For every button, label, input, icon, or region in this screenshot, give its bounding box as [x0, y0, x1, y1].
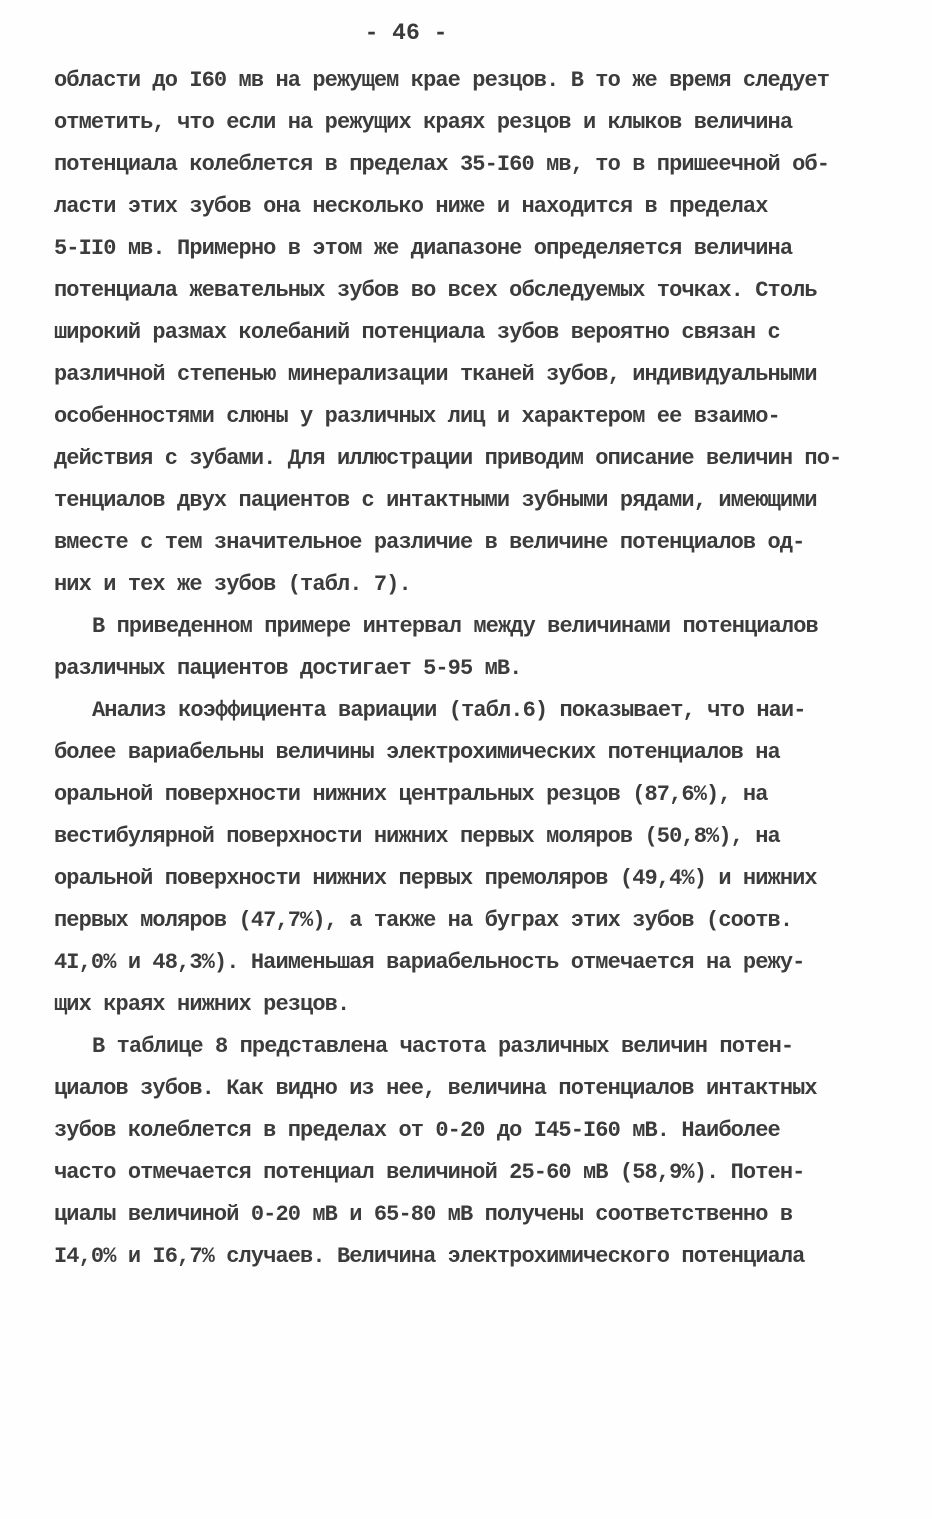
text-line: оральной поверхности нижних центральных резцов (87,6%), на — [54, 782, 768, 807]
text-line: зубов колеблется в пределах от 0-20 до I45-I60 мВ. Наиболее — [54, 1118, 780, 1143]
paragraph-start-line: В приведенном примере интервал между величинами потенциалов — [92, 614, 818, 639]
text-line: широкий размах колебаний потенциала зубов вероятно связан с — [54, 320, 780, 345]
text-line: них и тех же зубов (табл. 7). — [54, 572, 411, 597]
text-line: различных пациентов достигает 5-95 мВ. — [54, 656, 522, 681]
text-line: различной степенью минерализации тканей зубов, индивидуальными — [54, 362, 817, 387]
text-line: первых моляров (47,7%), а также на буграх этих зубов (соотв. — [54, 908, 793, 933]
text-line: щих краях нижних резцов. — [54, 992, 350, 1017]
text-line: потенциала жевательных зубов во всех обследуемых точках. Столь — [54, 278, 817, 303]
text-line: вместе с тем значительное различие в величине потенциалов од- — [54, 530, 805, 555]
text-line: ласти этих зубов она несколько ниже и находится в пределах — [54, 194, 768, 219]
text-line: действия с зубами. Для иллюстрации приводим описание величин по- — [54, 446, 842, 471]
text-line: циалов зубов. Как видно из нее, величина потенциалов интактных — [54, 1076, 817, 1101]
body-text — [54, 60, 894, 1278]
text-line: часто отмечается потенциал величиной 25-60 мВ (58,9%). Потен- — [54, 1160, 805, 1185]
text-line: отметить, что если на режущих краях резцов и клыков величина — [54, 110, 793, 135]
text-line: I4,0% и I6,7% случаев. Величина электрохимического потенциала — [54, 1244, 805, 1269]
text-line: тенциалов двух пациентов с интактными зубными рядами, имеющими — [54, 488, 817, 513]
text-line: оральной поверхности нижних первых премоляров (49,4%) и нижних — [54, 866, 817, 891]
page-number: - 46 - — [364, 20, 448, 46]
text-line: особенностями слюны у различных лиц и характером ее взаимо- — [54, 404, 780, 429]
text-line: вестибулярной поверхности нижних первых моляров (50,8%), на — [54, 824, 780, 849]
text-line: 5-II0 мв. Примерно в этом же диапазоне определяется величина — [54, 236, 793, 261]
text-line: более вариабельны величины электрохимических потенциалов на — [54, 740, 780, 765]
text-line: 4I,0% и 48,3%). Наименьшая вариабельность отмечается на режу- — [54, 950, 805, 975]
text-line: области до I60 мв на режущем крае резцов. В то же время следует — [54, 68, 830, 93]
paragraph-start-line: В таблице 8 представлена частота различных величин потен- — [92, 1034, 794, 1059]
paragraph-start-line: Анализ коэффициента вариации (табл.6) показывает, что наи- — [92, 698, 806, 723]
text-line: потенциала колеблется в пределах 35-I60 мв, то в пришеечной об- — [54, 152, 830, 177]
text-line: циалы величиной 0-20 мВ и 65-80 мВ получены соответственно в — [54, 1202, 793, 1227]
